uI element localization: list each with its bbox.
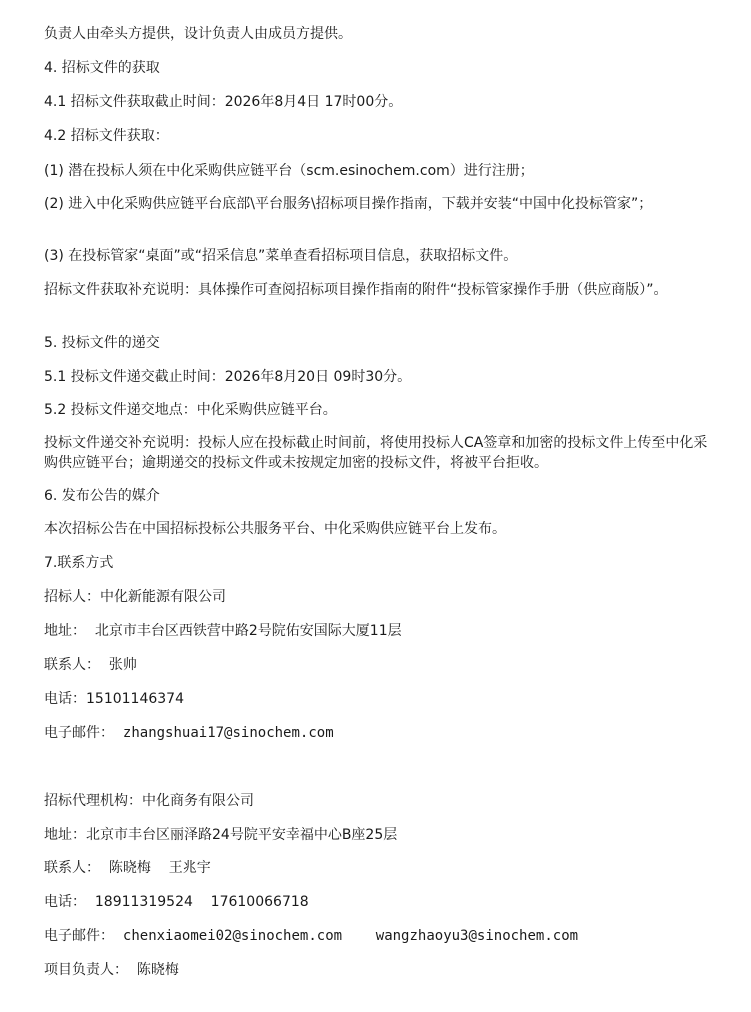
- tenderer-contact: 联系人： 张帅: [44, 657, 137, 673]
- section-5-2-text: 5.2 投标文件递交地点：中化采购供应链平台。: [44, 402, 337, 418]
- responsibility-text: 负责人由牵头方提供，设计负责人由成员方提供。: [44, 26, 352, 42]
- agent-phone: 电话： 18911319524 17610066718: [44, 894, 309, 910]
- step-1-text: (1) 潜在投标人须在中化采购供应链平台（scm.esinochem.com）进行注册；: [44, 163, 534, 179]
- agent-project-lead: 项目负责人： 陈晓梅: [44, 962, 179, 978]
- step-3-text: (3) 在投标管家“桌面”或“招采信息”菜单查看招标项目信息，获取招标文件。: [44, 248, 518, 264]
- section-6-heading: 6. 发布公告的媒介: [44, 488, 160, 504]
- agent-email-link[interactable]: chenxiaomei02@sinochem.com wangzhaoyu3@sinochem.com: [122, 928, 579, 944]
- step-2-text: (2) 进入中化采购供应链平台底部\平台服务\招标项目操作指南，下载并安装“中国中化投标管家”；: [44, 196, 653, 212]
- publication-media-text: 本次招标公告在中国招标投标公共服务平台、中化采购供应链平台上发布。: [44, 521, 506, 537]
- tenderer-address: 地址： 北京市丰台区西铁营中路2号院佑安国际大厦11层: [44, 623, 402, 639]
- agent-name: 招标代理机构：中化商务有限公司: [44, 793, 254, 809]
- section-4-heading: 4. 招标文件的获取: [44, 60, 160, 76]
- tenderer-email-label: 电子邮件：: [44, 725, 123, 741]
- section-7-heading: 7.联系方式: [44, 555, 114, 571]
- submission-supplement-text: 投标文件递交补充说明：投标人应在投标截止时间前，将使用投标人CA签章和加密的投标文件上传至中化采购供应链平台；逾期递交的投标文件或未按规定加密的投标文件，将被平台拒收。: [44, 435, 708, 471]
- section-4-1-text: 4.1 招标文件获取截止时间：2026年8月4日 17时00分。: [44, 94, 403, 110]
- tenderer-name: 招标人：中化新能源有限公司: [44, 589, 226, 605]
- agent-email-label: 电子邮件：: [44, 928, 123, 944]
- tenderer-email-line: [44, 723, 709, 743]
- acquisition-supplement-text: 招标文件获取补充说明：具体操作可查阅招标项目操作指南的附件“投标管家操作手册（供应商版）”。: [44, 282, 668, 298]
- agent-address: 地址：北京市丰台区丽泽路24号院平安幸福中心B座25层: [44, 827, 398, 843]
- section-4-2-heading: 4.2 招标文件获取：: [44, 128, 169, 144]
- section-5-heading: 5. 投标文件的递交: [44, 335, 160, 351]
- tenderer-phone: 电话：15101146374: [44, 691, 184, 707]
- tenderer-email-link[interactable]: zhangshuai17@sinochem.com: [122, 725, 334, 741]
- agent-email-line: [44, 926, 709, 946]
- agent-contact: 联系人： 陈晓梅 王兆宇: [44, 860, 211, 876]
- section-5-1-text: 5.1 投标文件递交截止时间：2026年8月20日 09时30分。: [44, 369, 412, 385]
